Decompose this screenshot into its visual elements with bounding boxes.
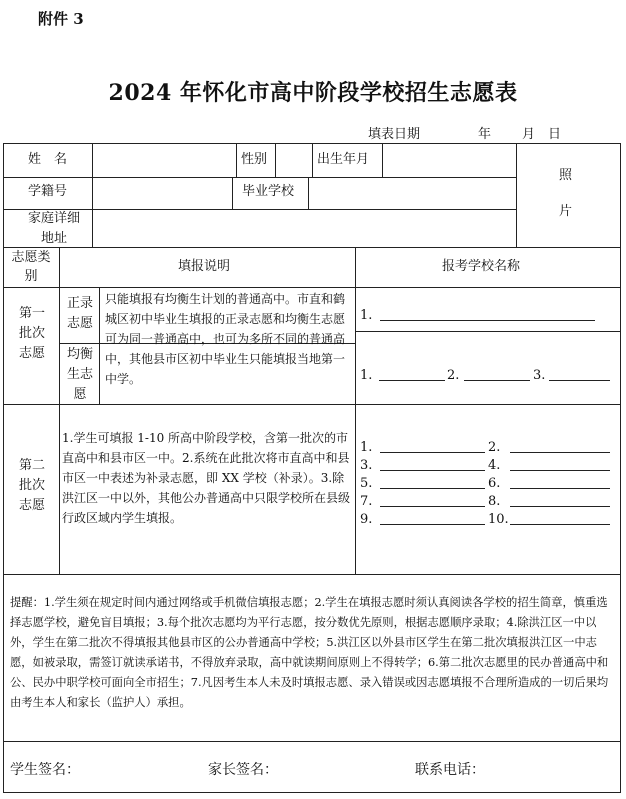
birth-label: 出生年月 [317,152,370,167]
batch1-balanced-slot-3: 3. [533,368,546,383]
batch1-regular-slot: 1. [360,308,373,323]
batch2-blank-9[interactable] [380,524,485,525]
batch2-blank-1[interactable] [380,452,485,453]
batch1-regular-blank[interactable] [380,320,595,321]
address-label: 家庭详细地址 [27,211,80,246]
phone-label: 联系电话： [415,762,485,778]
form-title: 2024 年怀化市高中阶段学校招生志愿表 [108,80,518,106]
fill-date-day: 日 [548,127,562,142]
fill-date-month: 月 [522,127,536,142]
batch2-blank-2[interactable] [510,452,610,453]
batch2-slot-6: 6. [488,476,501,491]
batch2-slot-10: 10. [488,512,509,527]
batch2-slot-1: 1. [360,440,373,455]
batch2-slot-3: 3. [360,458,373,473]
gender-label: 性别 [241,152,268,167]
batch1-balanced-blank-2[interactable] [464,380,530,381]
batch1-balanced-slot-2: 2. [447,368,460,383]
batch1-instructions: 只能填报有均衡生计划的普通高中。市直和鹤城区初中毕业生填报的正录志愿和均衡生志愿可为同一普通高中，也可为多所不同的普通高中，其他县市区初中毕业生只能填报当地第一中学。 [105,292,346,386]
batch2-slot-4: 4. [488,458,501,473]
fill-date-year: 年 [478,127,492,142]
batch1-balanced-slot-1: 1. [360,368,373,383]
batch1-label: 第一批次志愿 [18,306,45,361]
name-label: 姓 名 [28,152,68,167]
batch2-blank-5[interactable] [380,488,485,489]
photo-label-top: 照 [559,168,573,183]
reminder-notes: 提醒：1.学生须在规定时间内通过网络或手机微信填报志愿；2.学生在填报志愿时须认真阅读各学校的招生简章，慎重选择志愿学校，避免盲目填报；3.每个批次志愿均为平行志愿，按分数优先原则，根据志愿顺序录取；4.除洪江区一中以外，学生在第二批次不得填报其他县市区的公办普通高中学校；5.洪江区以外县市区学生在第二批次填报洪江区一中志愿，如被录取，需签订就读承诺书，不得放弃录取，高中就读期间原则上不得转学；6.第二批次志愿里的民办普通高中和公、民办中职学校可面向全市招生；7.凡因考生本人未及时填报志愿、录入错误或因志愿填报不合理所造成的一切后果均由考生本人和家长（监护人）承担。 [10,596,609,709]
batch2-blank-4[interactable] [510,470,610,471]
student-id-label: 学籍号 [28,184,68,199]
batch1-balanced-blank-1[interactable] [379,380,445,381]
batch1-balanced-label: 均衡生志愿 [66,347,93,402]
batch2-slot-7: 7. [360,494,373,509]
batch2-blank-3[interactable] [380,470,485,471]
parent-signature-label: 家长签名： [208,762,278,778]
batch2-blank-6[interactable] [510,488,610,489]
attachment-label: 附件 3 [38,10,84,28]
batch2-slot-9: 9. [360,512,373,527]
grad-school-label: 毕业学校 [242,184,295,199]
category-header: 志愿类别 [11,250,51,284]
batch2-blank-7[interactable] [380,506,485,507]
batch2-blank-10[interactable] [510,524,610,525]
student-signature-label: 学生签名： [10,762,80,778]
fill-date-label: 填表日期 [368,127,421,142]
batch2-slot-2: 2. [488,440,501,455]
schools-header: 报考学校名称 [442,259,521,274]
instructions-header: 填报说明 [178,259,231,274]
batch2-blank-8[interactable] [510,506,610,507]
batch1-balanced-blank-3[interactable] [549,380,610,381]
application-form [3,143,621,793]
batch2-slot-8: 8. [488,494,501,509]
batch2-instructions: 1.学生可填报 1-10 所高中阶段学校，含第一批次的市直高中和县市区一中。2.系统在此批次将市直高中和县市区一中表述为补录志愿，即 XX 学校（补录）。3.除洪江区一中以外，其他公办普通高中只限学校所在县级行政区域内学生填报。 [62,431,351,525]
batch2-slot-5: 5. [360,476,373,491]
photo-label-bottom: 片 [559,204,573,219]
batch1-regular-label: 正录志愿 [66,296,93,331]
batch2-label: 第二批次志愿 [18,458,45,513]
